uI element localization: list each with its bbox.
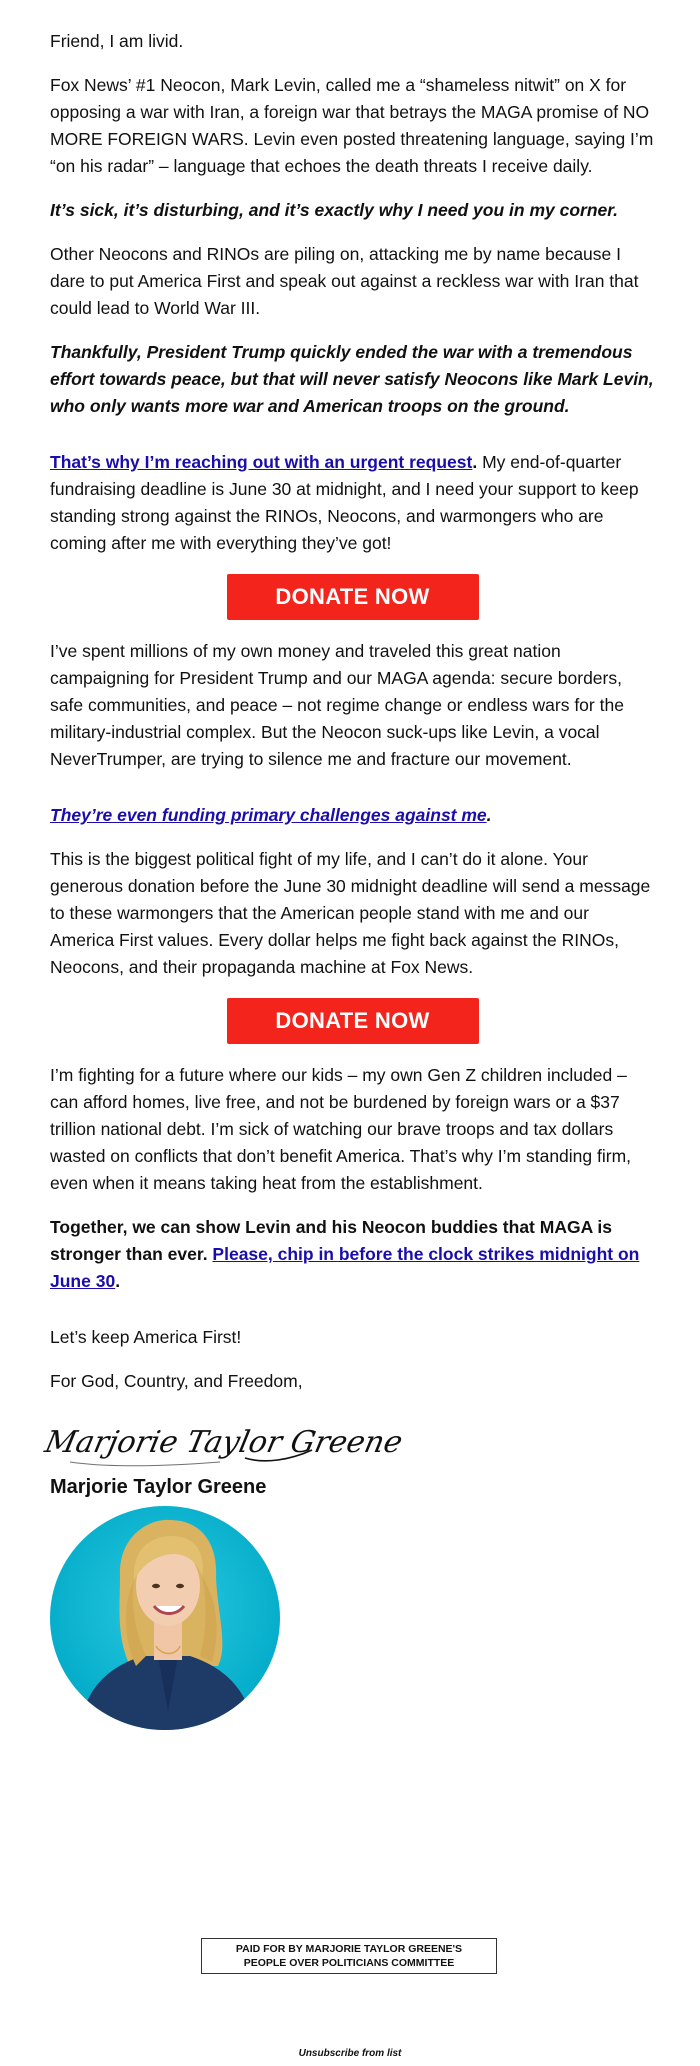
together-bold-text: Together, we can show Levin and his Neocon buddies that MAGA is stronger than ever.: [50, 1217, 613, 1264]
portrait-photo: [50, 1506, 280, 1730]
email-body: [41, 28, 655, 1730]
unsubscribe-link[interactable]: Unsubscribe from list: [298, 2048, 402, 2059]
unsubscribe-row: [0, 2048, 700, 2059]
signer-name: Marjorie Taylor Greene: [50, 1476, 267, 1498]
sign-off: For God, Country, and Freedom,: [50, 1371, 303, 1391]
donate-button-row-1: [50, 574, 655, 620]
urgent-request-period: .: [472, 452, 478, 472]
paragraph-biggest-fight: This is the biggest political fight of my life, and I can’t do it alone. Your generous donation before the June 30 midnight deadline will send a message to these warmongers that the American people stand with me and our America First values. Every dollar helps me fight back against the RINOs, Neocons, and their propaganda machine at Fox News.: [50, 849, 651, 977]
paragraph-urgent-request: [50, 449, 655, 557]
paragraph-keep-america-first: Let’s keep America First!: [50, 1327, 242, 1347]
paragraph-need-support: It’s sick, it’s disturbing, and it’s exactly why I need you in my corner.: [50, 200, 618, 220]
avatar: [50, 1506, 280, 1730]
paid-for-disclaimer: [201, 1938, 497, 1974]
primary-challenges-period: .: [486, 805, 492, 825]
urgent-request-text: My end-of-quarter fundraising deadline is June 30 at midnight, and I need your support to keep standing strong against the RINOs, Neocons, and warmongers who are coming after me with everything they’ve got!: [50, 452, 639, 553]
paragraph-levin-attack: Fox News’ #1 Neocon, Mark Levin, called me a “shameless nitwit” on X for opposing a war with Iran, a foreign war that betrays the MAGA promise of NO MORE FOREIGN WARS. Levin even posted threatening language, saying I’m “on his radar” – language that echoes the death threats I receive daily.: [50, 75, 654, 176]
urgent-request-link[interactable]: That’s why I’m reaching out with an urgent request: [50, 452, 473, 472]
paragraph-together: [50, 1214, 655, 1295]
signature-image: [41, 1412, 406, 1474]
greeting: Friend, I am livid.: [50, 31, 184, 51]
donate-button-row-2: [50, 998, 655, 1044]
paragraph-trump-peace: Thankfully, President Trump quickly ended the war with a tremendous effort towards peace, but that will never satisfy Neocons like Mark Levin, who only wants more war and American troops on the ground.: [50, 342, 654, 416]
handwritten-signature: [41, 1412, 655, 1470]
donate-now-button[interactable]: DONATE NOW: [227, 998, 479, 1044]
spacer: [50, 1312, 655, 1324]
paragraph-neocons-piling: Other Neocons and RINOs are piling on, attacking me by name because I dare to put America First and speak out against a reckless war with Iran that could lead to World War III.: [50, 244, 639, 318]
primary-challenges-link[interactable]: They’re even funding primary challenges against me: [50, 805, 487, 825]
paragraph-primary-challenges: [50, 802, 655, 829]
paragraph-campaign-spending: I’ve spent millions of my own money and traveled this great nation campaigning for President Trump and our MAGA agenda: secure borders, safe communities, and peace – not regime change or endless wars for the military-industrial complex. But the Neocon suck-ups like Levin, a vocal NeverTrumper, are trying to silence me and fracture our movement.: [50, 641, 624, 769]
disclaimer-line-2: PEOPLE OVER POLITICIANS COMMITTEE: [243, 1957, 455, 1969]
signature-ink: Marjorie Taylor Greene: [41, 1425, 406, 1460]
spacer: [50, 437, 655, 449]
chip-in-link[interactable]: Please, chip in before the clock strikes midnight on June 30: [50, 1244, 640, 1291]
spacer: [50, 790, 655, 802]
paragraph-future-kids: I’m fighting for a future where our kids – my own Gen Z children included – can afford homes, live free, and not be burdened by foreign wars or a $37 trillion national debt. I’m sick of watching our brave troops and tax dollars wasted on conflicts that don’t benefit America. That’s why I’m standing firm, even when it means taking heat from the establishment.: [50, 1065, 632, 1193]
chip-in-period: .: [115, 1271, 121, 1291]
disclaimer-line-1: PAID FOR BY MARJORIE TAYLOR GREENE'S: [235, 1943, 463, 1955]
donate-now-button[interactable]: DONATE NOW: [227, 574, 479, 620]
